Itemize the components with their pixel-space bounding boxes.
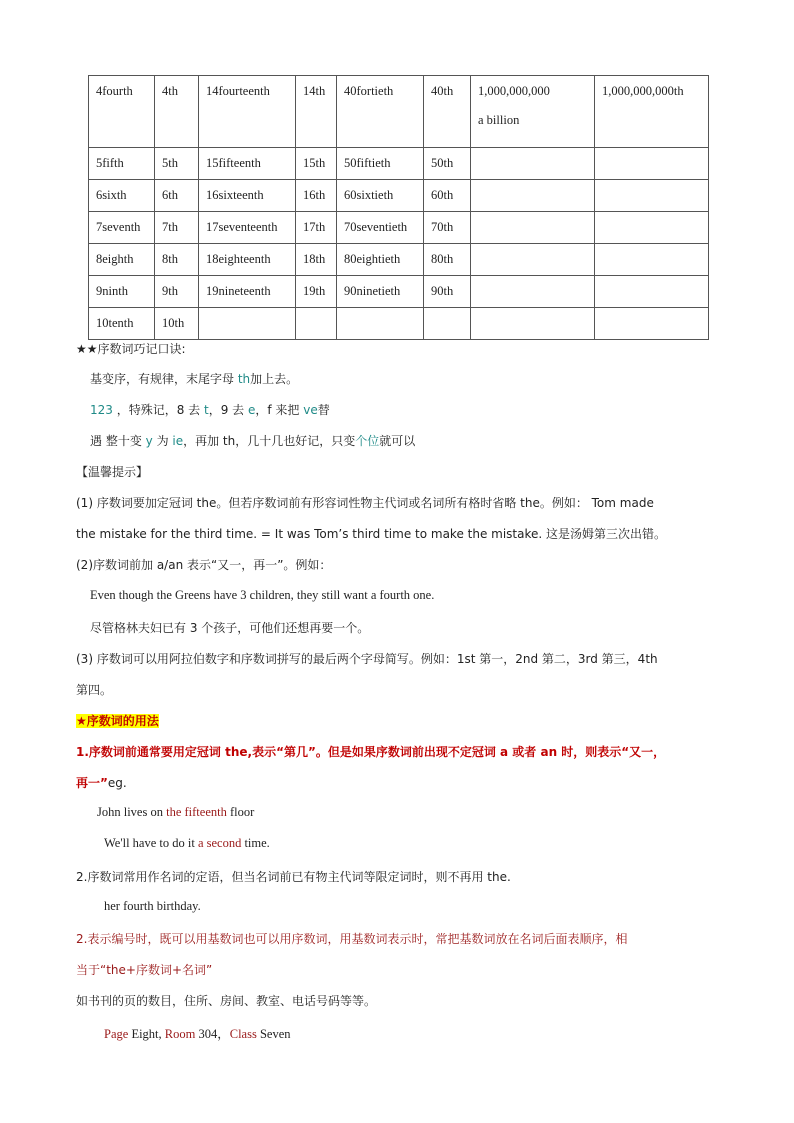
usage-example-4: Page Eight, Room 304，Class Seven [104, 1027, 291, 1041]
table-cell [199, 212, 296, 244]
table-cell [296, 148, 337, 180]
usage-example-2: We'll have to do it a second time. [104, 836, 270, 850]
table-cell [155, 148, 199, 180]
table-cell-text: 90ninetieth [344, 284, 401, 298]
table-cell [199, 76, 296, 148]
table-cell-text: 1,000,000,000 [478, 84, 550, 98]
table-cell [296, 212, 337, 244]
table-cell-text: 14th [303, 84, 326, 98]
table-cell-text: 10th [162, 316, 185, 330]
table-cell-text: 18eighteenth [206, 252, 271, 266]
table-cell [424, 76, 471, 148]
table-cell-text: a billion [478, 113, 520, 127]
table-cell-text: 80eightieth [344, 252, 401, 266]
table-row [89, 308, 709, 340]
table-cell-text: 7seventh [96, 220, 141, 234]
table-cell-text: 6sixth [96, 188, 127, 202]
table-cell [296, 76, 337, 148]
table-cell-text: 8eighth [96, 252, 134, 266]
table-cell-text: 16sixteenth [206, 188, 264, 202]
table-cell-text: 8th [162, 252, 178, 266]
table-cell [337, 244, 424, 276]
table-cell [337, 308, 424, 340]
table-cell [471, 76, 595, 148]
mnemonic-line-2: 123 ，特殊记，8 去 t，9 去 e，f 来把 ve替 [90, 403, 330, 417]
tip-3-line-1: (3) 序数词可以用阿拉伯数字和序数词拼写的最后两个字母简写。例如：1st 第一，2nd 第二，3rd 第三，4th [76, 652, 658, 666]
table-cell [89, 276, 155, 308]
table-cell-text: 9ninth [96, 284, 128, 298]
table-cell [296, 276, 337, 308]
tip-2-line-1: (2)序数词前加 a/an 表示“又一，再一”。例如： [76, 558, 332, 572]
usage-rule-1-line-2: 再一”eg. [76, 776, 127, 790]
table-cell [155, 308, 199, 340]
table-cell [89, 244, 155, 276]
table-cell [337, 180, 424, 212]
table-cell-text: 50fiftieth [344, 156, 391, 170]
table-row [89, 276, 709, 308]
mnemonic-line-1: 基变序，有规律，末尾字母 th加上去。 [90, 372, 299, 386]
table-cell [424, 148, 471, 180]
table-cell [424, 276, 471, 308]
table-cell-text: 17seventeenth [206, 220, 278, 234]
mnemonic-line-3: 遇 整十变 y 为 ie，再加 th，几十几也好记，只变个位就可以 [90, 434, 416, 448]
table-cell-text: 70seventieth [344, 220, 408, 234]
usage-rule-2: 2.序数词常用作名词的定语，但当名词前已有物主代词等限定词时，则不再用 the. [76, 870, 511, 884]
table-cell [424, 308, 471, 340]
table-cell-text: 4th [162, 84, 178, 98]
table-cell-text: 50th [431, 156, 454, 170]
table-cell-text: 16th [303, 188, 326, 202]
mnemonic-title: ★★序数词巧记口诀: [76, 342, 186, 356]
usage-rule-3-line-3: 如书刊的页的数目，住所、房间、教室、电话号码等等。 [76, 994, 377, 1008]
tip-1-line-1: (1) 序数词要加定冠词 the。但若序数词前有形容词性物主代词或名词所有格时省略 the。例如： Tom made [76, 496, 654, 510]
tip-2-translation: 尽管格林夫妇已有 3 个孩子，可他们还想再要一个。 [90, 621, 370, 635]
table-row [89, 76, 709, 148]
table-cell [337, 276, 424, 308]
table-cell-text: 90th [431, 284, 454, 298]
table-cell [199, 148, 296, 180]
table-cell [89, 308, 155, 340]
table-cell [155, 276, 199, 308]
table-cell-text: 17th [303, 220, 326, 234]
table-cell-text: 9th [162, 284, 178, 298]
table-cell-text: 15th [303, 156, 326, 170]
table-row [89, 148, 709, 180]
table-cell [199, 180, 296, 212]
table-cell [296, 308, 337, 340]
table-cell [155, 212, 199, 244]
table-cell-text: 80th [431, 252, 454, 266]
table-cell-text: 10tenth [96, 316, 134, 330]
table-cell-text: 1,000,000,000th [602, 84, 684, 98]
table-cell [595, 244, 709, 276]
table-cell [337, 148, 424, 180]
table-cell [337, 76, 424, 148]
table-cell-text: 40th [431, 84, 454, 98]
table-cell-text: 19th [303, 284, 326, 298]
table-row [89, 180, 709, 212]
table-cell [199, 276, 296, 308]
table-cell-text: 18th [303, 252, 326, 266]
table-cell-text: 60th [431, 188, 454, 202]
usage-rule-3-line-2: 当于“the+序数词+名词” [76, 963, 213, 977]
ordinal-number-table [88, 75, 709, 340]
table-row [89, 244, 709, 276]
table-cell [424, 180, 471, 212]
table-cell [471, 308, 595, 340]
table-cell-text: 4fourth [96, 84, 133, 98]
table-cell-text: 15fifteenth [206, 156, 261, 170]
tips-title: 【温馨提示】 [76, 465, 149, 479]
usage-example-3: her fourth birthday. [104, 899, 201, 913]
table-cell [595, 276, 709, 308]
table-cell [595, 180, 709, 212]
table-cell [595, 76, 709, 148]
table-cell [424, 212, 471, 244]
table-cell [199, 244, 296, 276]
table-cell-text: 19nineteenth [206, 284, 271, 298]
table-cell [296, 180, 337, 212]
table-cell-text: 14fourteenth [206, 84, 270, 98]
table-cell [595, 148, 709, 180]
table-cell-text: 40fortieth [344, 84, 394, 98]
usage-rule-3-line-1: 2.表示编号时，既可以用基数词也可以用序数词，用基数词表示时，常把基数词放在名词后面表顺序，相 [76, 932, 628, 946]
table-cell [155, 244, 199, 276]
table-cell [471, 244, 595, 276]
tip-2-example: Even though the Greens have 3 children, they still want a fourth one. [90, 588, 435, 602]
table-cell [471, 148, 595, 180]
table-cell-text: 60sixtieth [344, 188, 394, 202]
table-cell-text: 5fifth [96, 156, 124, 170]
table-cell [89, 180, 155, 212]
table-cell [595, 308, 709, 340]
table-cell-text: 7th [162, 220, 178, 234]
table-cell [199, 308, 296, 340]
tip-1-line-2: the mistake for the third time. = It was Tom’s third time to make the mistake. 这是汤姆第三次出错。 [76, 527, 667, 541]
table-cell [471, 276, 595, 308]
table-row [89, 212, 709, 244]
table-cell [424, 244, 471, 276]
table-cell-text: 6th [162, 188, 178, 202]
tip-3-line-2: 第四。 [76, 683, 113, 697]
table-cell [595, 212, 709, 244]
table-cell-text: 5th [162, 156, 178, 170]
table-cell-text: 70th [431, 220, 454, 234]
usage-rule-1-line-1: 1.序数词前通常要用定冠词 the,表示“第几”。但是如果序数词前出现不定冠词 a 或者 an 时，则表示“又一， [76, 745, 666, 759]
table-cell [471, 212, 595, 244]
table-cell [155, 180, 199, 212]
table-cell [296, 244, 337, 276]
table-cell [471, 180, 595, 212]
table-cell [155, 76, 199, 148]
usage-title: ★序数词的用法 [76, 714, 159, 728]
table-cell [89, 212, 155, 244]
table-cell [337, 212, 424, 244]
usage-example-1: John lives on the fifteenth floor [97, 805, 255, 819]
table-cell [89, 148, 155, 180]
table-cell [89, 76, 155, 148]
